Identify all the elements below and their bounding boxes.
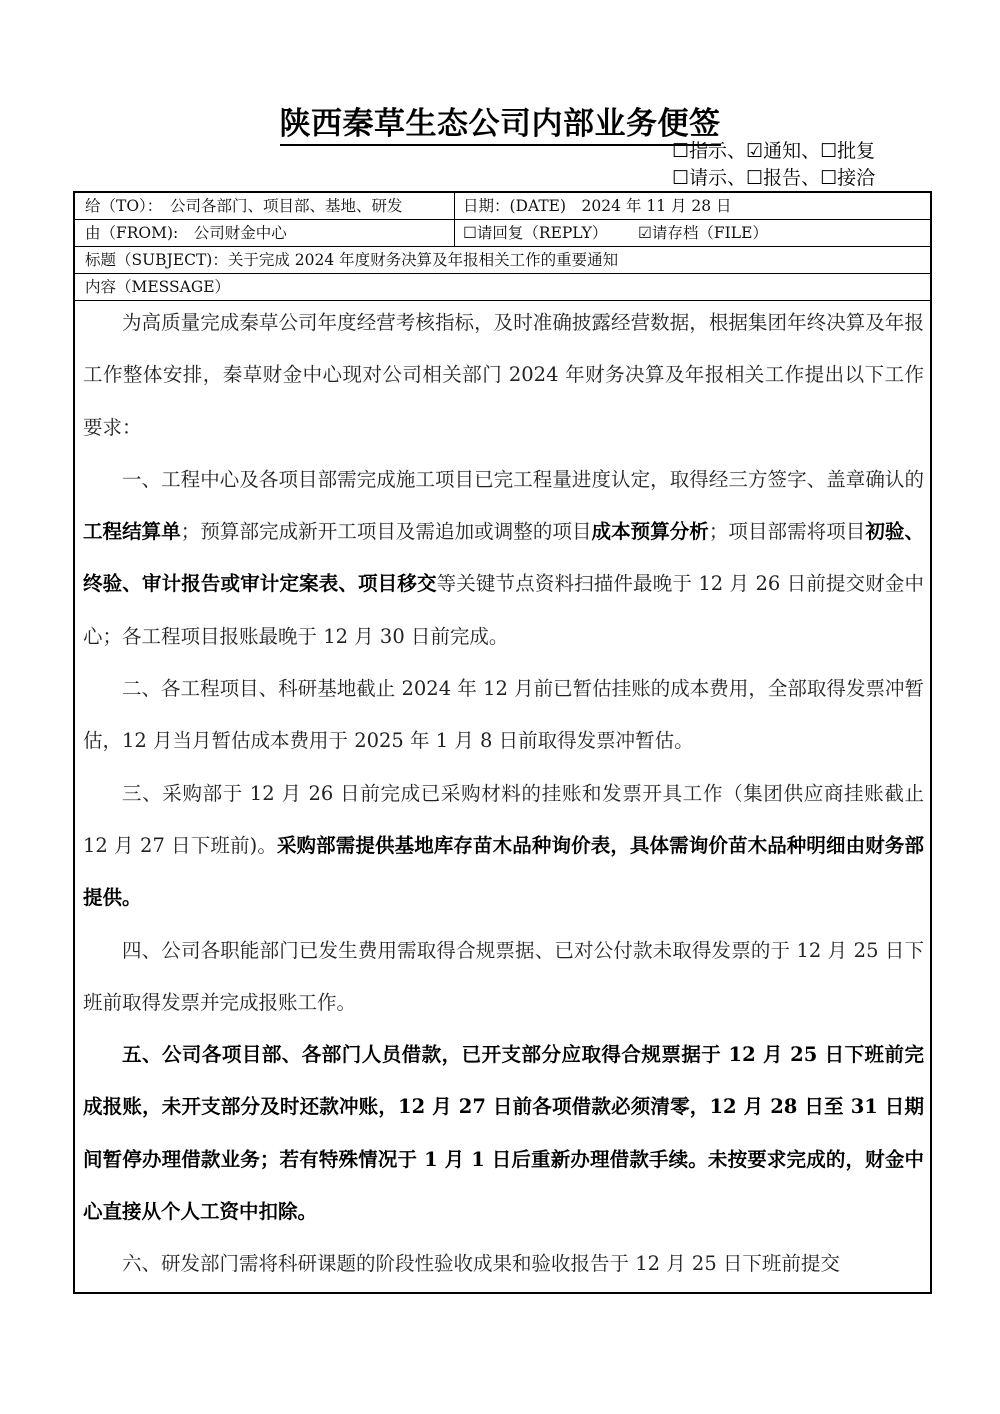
paragraph-2: 二、各工程项目、科研基地截止 2024 年 12 月前已暂估挂账的成本费用，全部取得发票冲暂估，12 月当月暂估成本费用于 2025 年 1 月 8 日前取得发票冲暂估。 [83,677,924,753]
paragraph-6: 六、研发部门需将科研课题的阶段性验收成果和验收报告于 12 月 25 日下班前提交 [122,1252,840,1276]
row-from-options [75,220,930,247]
message-body [83,297,924,1291]
paragraph-intro: 为高质量完成秦草公司年度经营考核指标，及时准确披露经营数据，根据集团年终决算及年报工作整体安排，秦草财金中心现对公司相关部门 2024 年财务决算及年报相关工作提出以下工作要求： [83,311,924,439]
paragraph-5: 五、公司各项目部、各部门人员借款，已开支部分应取得合规票据于 12 月 25 日下班前完成报账，未开支部分及时还款冲账，12 月 27 日前各项借款必须清零，12 月 28 日至 31 日期间暂停办理借款业务；若有特殊情况于 1 月 1 日后重新办理借款手续。未按要求完成的，财金中心直接从个人工资中扣除。 [83,1043,924,1224]
notice-type-line-1: ☐指示、☑通知、☐批复 [672,140,876,162]
message-label: 内容（MESSAGE） [85,278,231,296]
row-to-date [75,193,930,220]
from-field: 由（FROM): 公司财金中心 [85,224,287,242]
reply-checkbox: ☐请回复（REPLY） [463,224,608,242]
page-title: 陕西秦草生态公司内部业务便签 [0,98,1000,143]
notice-type-line-2: ☐请示、☐报告、☐接洽 [672,167,876,189]
file-checkbox: ☑请存档（FILE） [638,224,768,242]
paragraph-1: 一、工程中心及各项目部需完成施工项目已完工程量进度认定，取得经三方签字、盖章确认的工程结算单；预算部完成新开工项目及需追加或调整的项目成本预算分析；项目部需将项目初验、终验、审计报告或审计定案表、项目移交等关键节点资料扫描件最晚于 12 月 26 日前提交财金中心；各工程项目报账最晚于 12 月 30 日前完成。 [83,467,924,648]
row-subject [75,247,930,274]
paragraph-3: 三、采购部于 12 月 26 日前完成已采购材料的挂账和发票开具工作（集团供应商挂账截止 12 月 27 日下班前)。采购部需提供基地库存苗木品种询价表，具体需询价苗木品种明细由财务部提供。 [83,781,924,910]
notice-type-options [672,138,875,192]
to-field: 给（TO）： 公司各部门、项目部、基地、研发 [85,197,403,215]
paragraph-4: 四、公司各职能部门已发生费用需取得合规票据、已对公付款未取得发票的于 12 月 25 日下班前取得发票并完成报账工作。 [83,938,924,1014]
memo-form [73,191,932,1294]
subject-field: 标题（SUBJECT)：关于完成 2024 年度财务决算及年报相关工作的重要通知 [85,251,619,269]
date-field: 日期：(DATE) 2024 年 11 月 28 日 [463,197,732,215]
